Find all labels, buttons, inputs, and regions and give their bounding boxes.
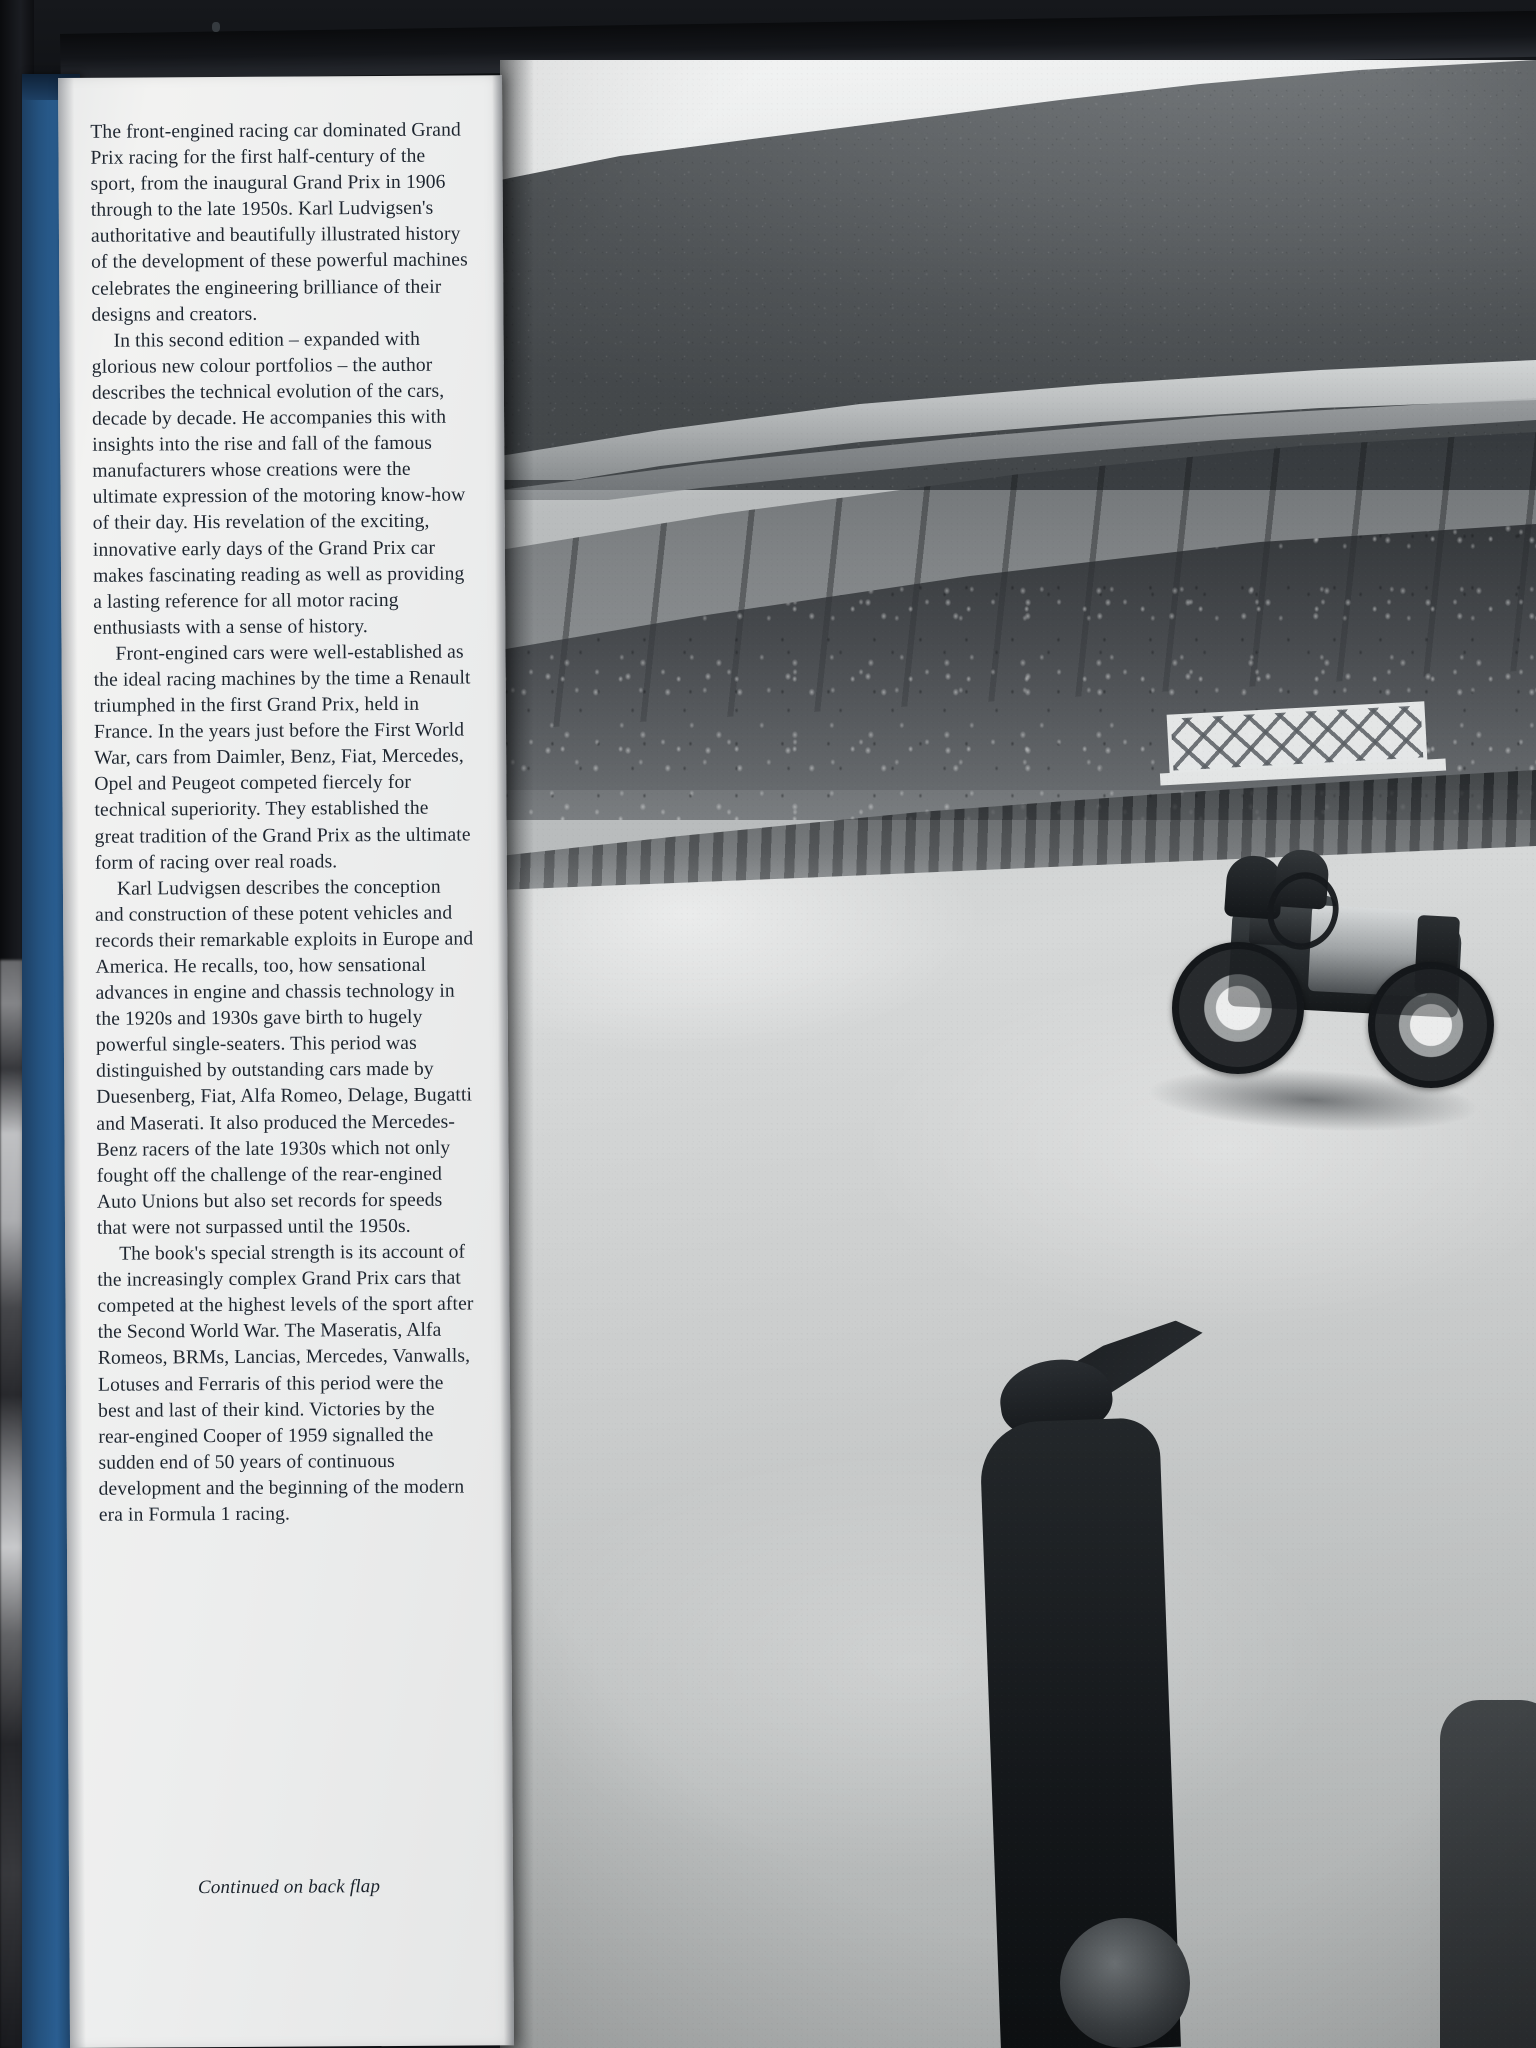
jacket-photograph [500, 60, 1536, 2048]
jacket-front-flap [58, 75, 514, 2048]
flap-blurb-text [90, 117, 477, 1528]
flap-paragraph-1: The front-engined racing car dominated Grand Prix racing for the first half-century of the sport, from the inaugural Grand Prix in 1906 through to the late 1950s. Karl Ludvigsen's authoritative and beautifully illustrated history of the development of these powerful machines celebrates the engineering brilliance of their designs and creators. [90, 119, 468, 326]
photo-racing-car [1100, 820, 1530, 1150]
flap-paragraph-4: Karl Ludvigsen describes the conception and construction of these potent vehicles and records their remarkable exploits in Europe and America. He recalls, too, how sensational advances in engine and chassis technology in the 1920s and 1930s gave birth to hugely powerful single-seaters. This period was distinguished by outstanding cars made by Duesenberg, Fiat, Alfa Romeo, Delage, Bugatti and Maserati. It also produced the Mercedes-Benz racers of the late 1930s which not only fought off the challenge of the rear-engined Auto Unions but also set records for speeds that were not surpassed until the 1950s. [95, 876, 474, 1239]
photo-spectator-head-foreground [1060, 1918, 1190, 2048]
flap-paragraph-5: The book's special strength is its account of the increasingly complex Grand Prix cars that competed at the highest levels of the sport after the Second World War. The Maseratis, Alfa Romeos, BRMs, Lancias, Mercedes, Vanwalls, Lotuses and Ferraris of this period were the best and last of their kind. Victories by the rear-engined Cooper of 1959 signalled the sudden end of 50 years of continuous development and the beginning of the modern era in Formula 1 racing. [97, 1241, 474, 1526]
car-front-wheel [1368, 962, 1494, 1088]
flap-paragraph-2: In this second edition – expanded with glorious new colour portfolios – the author describes the technical evolution of the cars, decade by decade. He accompanies this with insights into the rise and fall of the famous manufacturers whose creations were the ultimate expression of the motoring know-how of their day. His revelation of the exciting, innovative early days of the Grand Prix car makes fascinating reading as well as providing a lasting reference for all motor racing enthusiasts with a sense of history. [91, 328, 466, 639]
car-rear-wheel [1172, 942, 1304, 1074]
flap-paragraph-3: Front-engined cars were well-established as the ideal racing machines by the time a Renault triumphed in the first Grand Prix, held in France. In the years just before the First World War, cars from Daimler, Benz, Fiat, Mercedes, Opel and Peugeot competed fiercely for technical superiority. They established the great tradition of the Grand Prix as the ultimate form of racing over real roads. [93, 641, 471, 874]
photo-spectator-right [1440, 1700, 1536, 2048]
flap-continued-note: Continued on back flap [197, 1876, 381, 1899]
surface-speck [212, 22, 220, 32]
